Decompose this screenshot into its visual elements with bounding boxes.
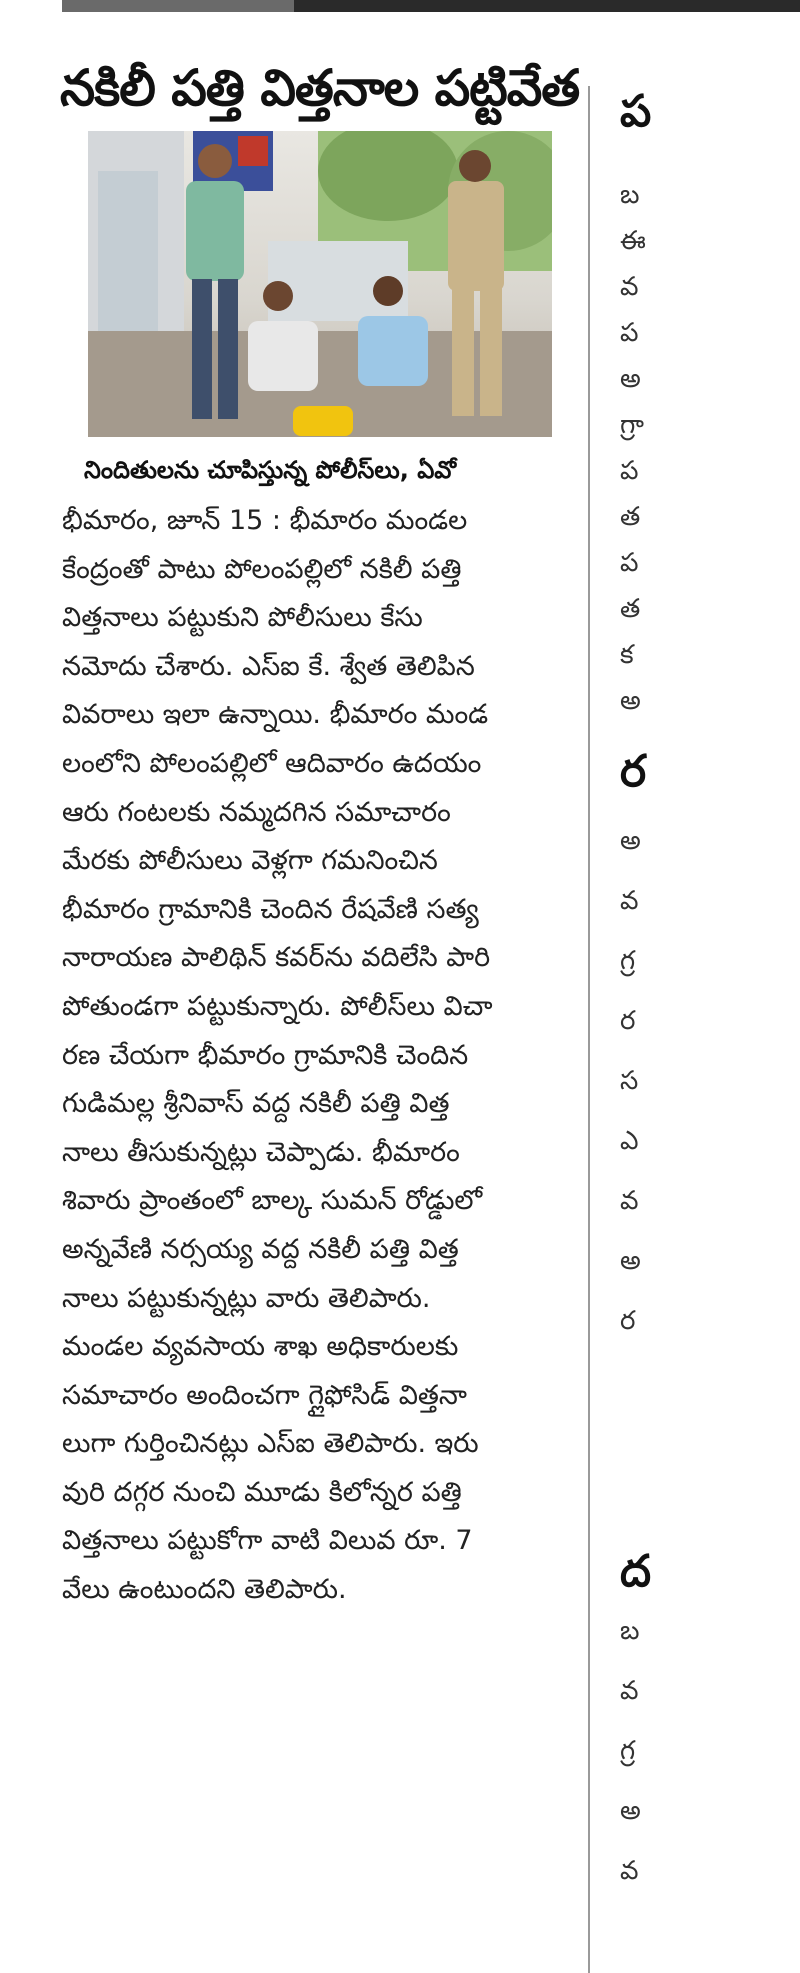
adjacent-heading: ర xyxy=(620,746,647,797)
adjacent-line: అ xyxy=(620,1246,641,1276)
adjacent-line: వ xyxy=(620,1856,639,1886)
photo-caption: నిందితులను చూపిస్తున్న పోలీస్‌లు, ఏవో xyxy=(84,456,457,484)
adjacent-line: త xyxy=(620,594,641,624)
adjacent-column xyxy=(610,86,800,1973)
adjacent-line: గ్ర xyxy=(620,1736,636,1766)
body-line: మేరకు పోలీసులు వెళ్లగా గమనించిన xyxy=(62,845,438,877)
adjacent-line: ప xyxy=(620,456,639,486)
body-line: భీమారం, జూన్ 15 : భీమారం మండల xyxy=(62,505,468,536)
body-line: అన్నవేణి నర్సయ్య వద్ద నకిలీ పత్తి విత్త xyxy=(62,1233,459,1265)
adjacent-line: వ xyxy=(620,886,639,916)
column-divider xyxy=(588,86,590,1973)
adjacent-line: అ xyxy=(620,826,641,856)
adjacent-line: స xyxy=(620,1066,639,1096)
body-line: కేంద్రంతో పాటు పోలంపల్లిలో నకిలీ పత్తి xyxy=(62,553,462,585)
body-line: మండల వ్యవసాయ శాఖ అధికారులకు xyxy=(62,1331,459,1363)
adjacent-line: అ xyxy=(620,1796,641,1826)
adjacent-line: గ్ర xyxy=(620,946,636,976)
body-line: సమాచారం అందించగా గ్లైఫోసిడ్ విత్తనా xyxy=(62,1379,467,1411)
body-line: ఆరు గంటలకు నమ్మదగిన సమాచారం xyxy=(62,796,451,828)
body-line: నారాయణ పాలిథిన్ కవర్‌ను వదిలేసి పారి xyxy=(62,942,491,974)
article-headline: నకిలీ పత్తి విత్తనాల పట్టివేత xyxy=(60,59,580,117)
adjacent-heading: ద xyxy=(620,1546,652,1597)
body-line: వురి దగ్గర నుంచి మూడు కిలోన్నర పత్తి xyxy=(62,1476,462,1508)
top-rule-light xyxy=(62,0,294,12)
adjacent-line: గ్రా xyxy=(620,410,644,440)
adjacent-line: ఎ xyxy=(620,1126,639,1156)
body-line: నాలు తీసుకున్నట్లు చెప్పాడు. భీమారం xyxy=(62,1136,460,1168)
adjacent-line: త xyxy=(620,502,641,532)
article-photo xyxy=(88,131,552,437)
adjacent-heading: ప xyxy=(620,86,652,137)
body-line: నమోదు చేశారు. ఎస్ఐ కే. శ్వేత తెలిపిన xyxy=(62,650,475,682)
body-line: విత్తనాలు పట్టుకోగా వాటి విలువ రూ. 7 xyxy=(62,1525,473,1557)
body-line: లుగా గుర్తించినట్లు ఎస్ఐ తెలిపారు. ఇరు xyxy=(62,1428,479,1460)
adjacent-line: బ xyxy=(620,1616,640,1646)
body-line: లంలోని పోలంపల్లిలో ఆదివారం ఉదయం xyxy=(62,747,482,779)
adjacent-line: ర xyxy=(620,1006,636,1036)
article-body xyxy=(62,497,552,1615)
body-line: శివారు ప్రాంతంలో బాల్క సుమన్ రోడ్డులో xyxy=(62,1185,483,1217)
adjacent-line: ర xyxy=(620,1306,636,1336)
adjacent-line: అ xyxy=(620,686,641,716)
body-line: భీమారం గ్రామానికి చెందిన రేషవేణి సత్య xyxy=(62,893,479,925)
adjacent-line: వ xyxy=(620,1186,639,1216)
body-line: గుడిమల్ల శ్రీనివాస్ వద్ద నకిలీ పత్తి విత్త xyxy=(62,1088,450,1120)
body-line: వివరాలు ఇలా ఉన్నాయి. భీమారం మండ xyxy=(62,699,489,731)
adjacent-line: ప xyxy=(620,318,639,348)
adjacent-line: వ xyxy=(620,1676,639,1706)
body-line: నాలు పట్టుకున్నట్లు వారు తెలిపారు. xyxy=(62,1282,431,1314)
adjacent-line: క xyxy=(620,640,634,670)
adjacent-line: ఈ xyxy=(620,226,646,256)
adjacent-line: ప xyxy=(620,548,639,578)
adjacent-line: అ xyxy=(620,364,641,394)
body-line: విత్తనాలు పట్టుకుని పోలీసులు కేసు xyxy=(62,602,423,634)
body-line: రణ చేయగా భీమారం గ్రామానికి చెందిన xyxy=(62,1039,469,1071)
adjacent-line: బ xyxy=(620,180,640,210)
adjacent-line: వ xyxy=(620,272,639,302)
body-line: పోతుండగా పట్టుకున్నారు. పోలీస్‌లు విచా xyxy=(62,990,493,1022)
body-line: వేలు ఉంటుందని తెలిపారు. xyxy=(62,1574,347,1606)
